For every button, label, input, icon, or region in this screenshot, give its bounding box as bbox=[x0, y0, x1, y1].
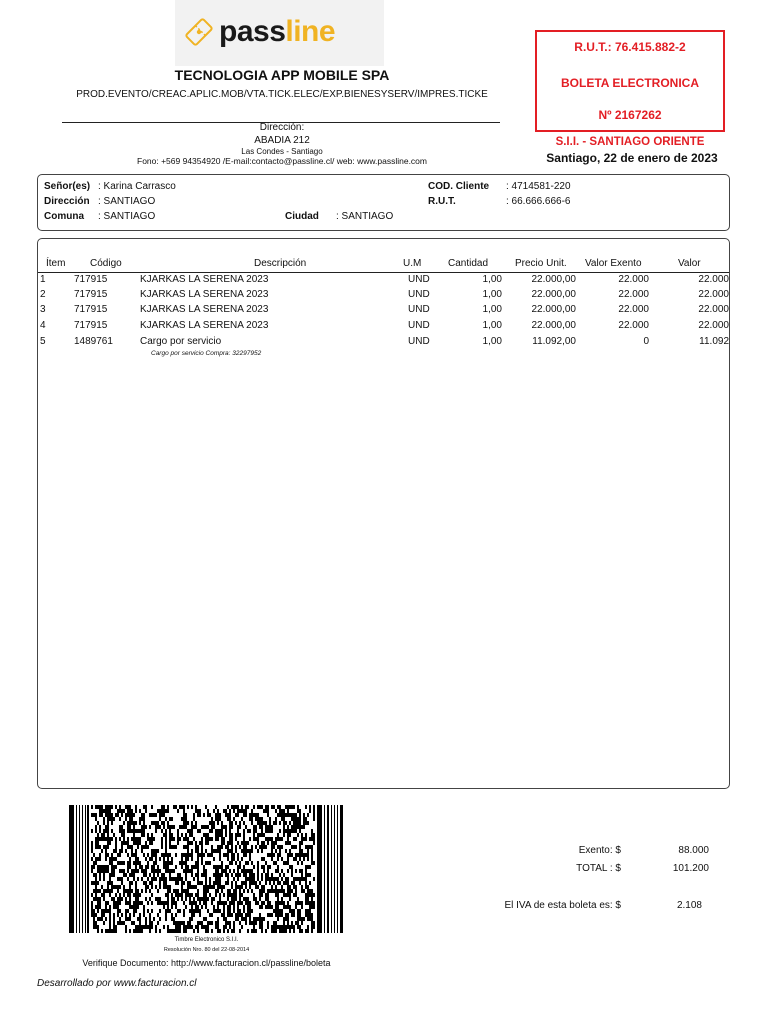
document-date: Santiago, 22 de enero de 2023 bbox=[546, 151, 718, 165]
table-row bbox=[38, 320, 729, 335]
client-comuna-label: Comuna bbox=[44, 211, 84, 222]
address-city: Las Condes - Santiago bbox=[241, 147, 323, 156]
address-value: ABADIA 212 bbox=[254, 135, 310, 146]
client-name-value: : Karina Carrasco bbox=[98, 181, 176, 192]
header-description: Descripción bbox=[254, 258, 307, 269]
cell-quantity: 1,00 bbox=[482, 336, 502, 347]
cell-exempt-value: 22.000 bbox=[618, 289, 649, 300]
verify-document-link[interactable]: Verifique Documento: http://www.facturacion.cl/passline/boleta bbox=[82, 958, 331, 968]
cell-code: 717915 bbox=[74, 304, 108, 315]
cell-um: UND bbox=[408, 304, 430, 315]
cell-quantity: 1,00 bbox=[482, 304, 502, 315]
cell-quantity: 1,00 bbox=[482, 274, 502, 285]
document-type: BOLETA ELECTRONICA bbox=[561, 76, 699, 90]
document-number: Nº 2167262 bbox=[598, 108, 662, 122]
header-um: U.M bbox=[403, 258, 422, 269]
header-quantity: Cantidad bbox=[448, 258, 489, 269]
cell-unit-price: 22.000,00 bbox=[531, 304, 576, 315]
cell-code: 717915 bbox=[74, 320, 108, 331]
cell-code: 1489761 bbox=[74, 336, 113, 347]
address-label: Dirección: bbox=[259, 122, 305, 133]
header-value: Valor bbox=[678, 258, 701, 269]
cell-unit-price: 22.000,00 bbox=[531, 320, 576, 331]
client-comuna-value: : SANTIAGO bbox=[98, 211, 156, 222]
cell-item: 3 bbox=[40, 304, 46, 315]
row-sub-description: Cargo por servicio Compra: 32297952 bbox=[151, 350, 262, 357]
cell-description: KJARKAS LA SERENA 2023 bbox=[140, 274, 269, 285]
cell-exempt-value: 22.000 bbox=[618, 320, 649, 331]
client-address-label: Dirección bbox=[44, 196, 90, 207]
total-label: TOTAL : $ bbox=[576, 863, 621, 874]
cell-item: 4 bbox=[40, 320, 46, 331]
cell-value: 22.000 bbox=[698, 289, 729, 300]
issuer-contact: Fono: +569 94354920 /E-mail:contacto@passline.cl/ web: www.passline.com bbox=[137, 156, 427, 166]
company-giro: PROD.EVENTO/CREAC.APLIC.MOB/VTA.TICK.ELEC/EXP.BIENESYSERV/IMPRES.TICKE bbox=[76, 89, 488, 100]
client-rut-value: : 66.666.666-6 bbox=[506, 196, 571, 207]
cell-exempt-value: 22.000 bbox=[618, 304, 649, 315]
cell-value: 11.092 bbox=[699, 336, 729, 347]
exento-value: 88.000 bbox=[678, 845, 709, 856]
client-name-label: Señor(es) bbox=[44, 181, 91, 192]
resolution-label: Resolución Nro. 80 del 22-08-2014 bbox=[163, 947, 250, 953]
iva-value: 2.108 bbox=[676, 900, 702, 911]
passline-logo bbox=[175, 0, 384, 66]
cell-unit-price: 22.000,00 bbox=[531, 274, 576, 285]
items-table bbox=[37, 238, 730, 789]
cell-description: KJARKAS LA SERENA 2023 bbox=[140, 289, 269, 300]
total-value: 101.200 bbox=[672, 863, 709, 874]
table-row bbox=[38, 304, 729, 319]
sii-document-box bbox=[535, 30, 725, 132]
developed-by: Desarrollado por www.facturacion.cl bbox=[37, 978, 197, 989]
exento-label: Exento: $ bbox=[578, 845, 621, 856]
iva-label: El IVA de esta boleta es: $ bbox=[504, 900, 621, 911]
table-row bbox=[38, 289, 729, 304]
header-divider bbox=[38, 272, 729, 273]
issuer-rut: R.U.T.: 76.415.882-2 bbox=[574, 40, 686, 54]
company-name: TECNOLOGIA APP MOBILE SPA bbox=[174, 67, 390, 83]
cell-um: UND bbox=[408, 320, 430, 331]
client-code-value: : 4714581-220 bbox=[506, 181, 571, 192]
cell-description: KJARKAS LA SERENA 2023 bbox=[140, 304, 269, 315]
cell-item: 2 bbox=[40, 289, 46, 300]
logo-wordmark: passline bbox=[219, 15, 336, 48]
client-city-label: Ciudad bbox=[285, 211, 319, 222]
sii-office: S.I.I. - SANTIAGO ORIENTE bbox=[555, 136, 705, 148]
header-code: Código bbox=[90, 258, 122, 269]
cell-quantity: 1,00 bbox=[482, 289, 502, 300]
header-exempt-value: Valor Exento bbox=[585, 258, 642, 269]
cell-unit-price: 11.092,00 bbox=[532, 336, 576, 347]
timbre-label: Timbre Electronico S.I.I. bbox=[174, 937, 239, 943]
cell-description: KJARKAS LA SERENA 2023 bbox=[140, 320, 269, 331]
client-code-label: COD. Cliente bbox=[428, 181, 490, 192]
cell-exempt-value: 22.000 bbox=[618, 274, 649, 285]
cell-unit-price: 22.000,00 bbox=[531, 289, 576, 300]
cell-exempt-value: 0 bbox=[643, 336, 649, 347]
client-info-box bbox=[37, 174, 730, 231]
ticket-icon bbox=[181, 14, 217, 50]
table-row bbox=[38, 274, 729, 289]
cell-value: 22.000 bbox=[698, 320, 729, 331]
cell-code: 717915 bbox=[74, 289, 108, 300]
cell-um: UND bbox=[408, 274, 430, 285]
cell-value: 22.000 bbox=[698, 274, 729, 285]
cell-quantity: 1,00 bbox=[482, 320, 502, 331]
cell-description: Cargo por servicio bbox=[140, 336, 222, 347]
pdf417-barcode-icon bbox=[69, 805, 344, 933]
header-unit-price: Precio Unit. bbox=[515, 258, 567, 269]
client-city-value: : SANTIAGO bbox=[336, 211, 394, 222]
cell-value: 22.000 bbox=[698, 304, 729, 315]
cell-um: UND bbox=[408, 336, 430, 347]
cell-um: UND bbox=[408, 289, 430, 300]
header-item: Ítem bbox=[46, 258, 66, 269]
cell-item: 1 bbox=[40, 274, 46, 285]
client-address-value: : SANTIAGO bbox=[98, 196, 156, 207]
cell-code: 717915 bbox=[74, 274, 108, 285]
cell-item: 5 bbox=[40, 336, 46, 347]
table-row bbox=[38, 336, 729, 351]
client-rut-label: R.U.T. bbox=[428, 196, 456, 207]
